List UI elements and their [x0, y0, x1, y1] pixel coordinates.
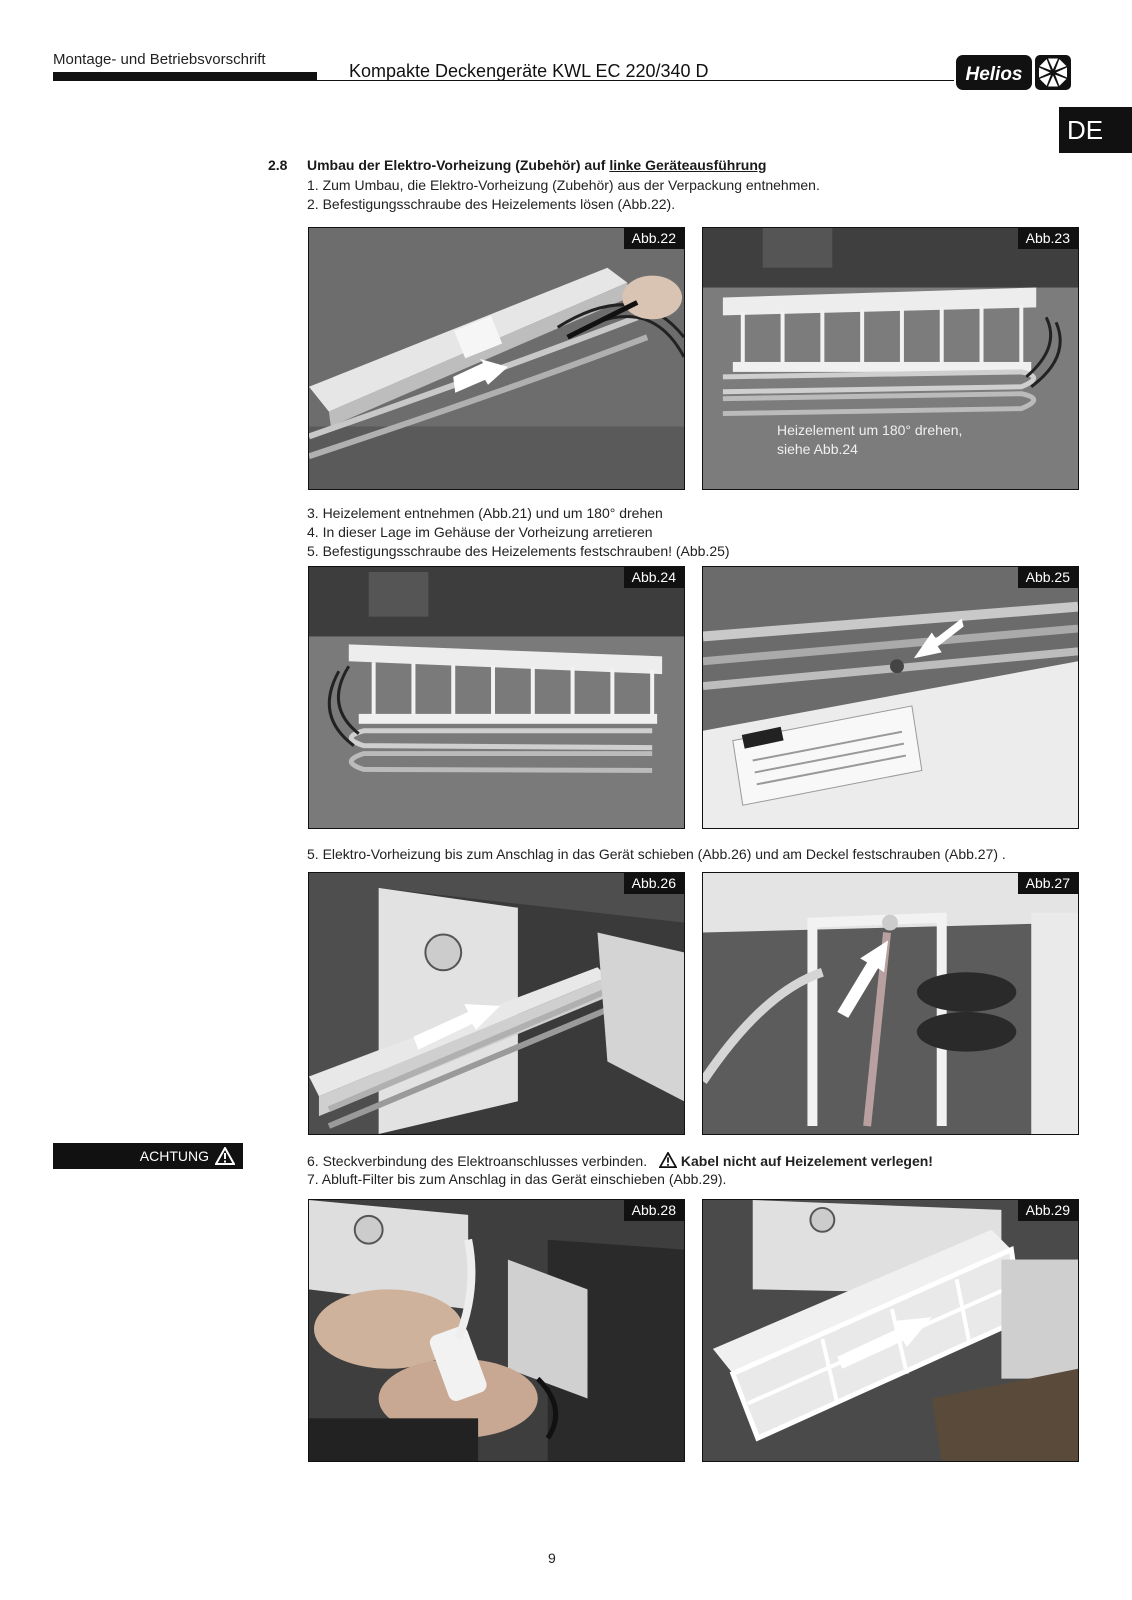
- step-1: 1. Zum Umbau, die Elektro-Vorheizung (Zubehör) aus der Verpackung entnehmen.: [307, 177, 820, 193]
- document-title: Kompakte Deckengeräte KWL EC 220/340 D: [349, 61, 709, 81]
- warning-triangle-icon: [215, 1147, 235, 1165]
- step-2: 2. Befestigungsschraube des Heizelements lösen (Abb.22).: [307, 196, 676, 212]
- figure-note-line-1: Heizelement um 180° drehen,: [777, 422, 963, 438]
- figure-label-abb27: Abb.27: [1018, 873, 1078, 894]
- section-title-text: Umbau der Elektro-Vorheizung (Zubehör) auf: [307, 157, 610, 173]
- figure-label-abb28: Abb.28: [624, 1200, 684, 1221]
- step-4: 4. In dieser Lage im Gehäuse der Vorheizung arretieren: [307, 524, 653, 540]
- helios-logo: [955, 53, 1073, 93]
- section-title-underlined: linke Geräteausführung: [609, 157, 767, 173]
- warning-box: [53, 1143, 243, 1169]
- figure-label-abb23: Abb.23: [1018, 228, 1078, 249]
- step-6: [307, 1152, 933, 1169]
- figure-abb25: [702, 566, 1079, 829]
- step-5: 5. Befestigungsschraube des Heizelements festschrauben! (Abb.25): [307, 543, 730, 559]
- figure-label-abb26: Abb.26: [624, 873, 684, 894]
- logo-text: Helios: [965, 64, 1023, 85]
- warning-triangle-icon-inline: [659, 1152, 677, 1168]
- figure-abb27: [702, 872, 1079, 1135]
- figure-note-line-2: siehe Abb.24: [777, 441, 858, 457]
- figure-abb24: [308, 566, 685, 829]
- figure-label-abb29: Abb.29: [1018, 1200, 1078, 1221]
- figure-label-abb24: Abb.24: [624, 567, 684, 588]
- figure-label-abb22: Abb.22: [624, 228, 684, 249]
- document-type: Montage- und Betriebsvorschrift: [53, 51, 266, 68]
- warning-label: ACHTUNG: [139, 1148, 209, 1164]
- header-bar: [53, 72, 317, 81]
- step-3: 3. Heizelement entnehmen (Abb.21) und um 180° drehen: [307, 505, 663, 521]
- language-tab: DE: [1059, 107, 1132, 153]
- step-7: 7. Abluft-Filter bis zum Anschlag in das Gerät einschieben (Abb.29).: [307, 1171, 727, 1187]
- figure-abb22: [308, 227, 685, 490]
- figure-abb28: [308, 1199, 685, 1462]
- figure-note-abb23: [777, 421, 962, 459]
- figure-abb23: [702, 227, 1079, 490]
- figure-abb26: [308, 872, 685, 1135]
- step-5b: 5. Elektro-Vorheizung bis zum Anschlag in das Gerät schieben (Abb.26) und am Deckel festschrauben (Abb.27) .: [307, 846, 1006, 862]
- section-title: [307, 157, 766, 173]
- page-number: 9: [548, 1550, 556, 1566]
- step-6-warning: Kabel nicht auf Heizelement verlegen!: [680, 1153, 933, 1169]
- figure-label-abb25: Abb.25: [1018, 567, 1078, 588]
- section-number: 2.8: [268, 157, 288, 173]
- figure-abb29: [702, 1199, 1079, 1462]
- step-6-text: 6. Steckverbindung des Elektroanschlusses verbinden.: [307, 1153, 648, 1169]
